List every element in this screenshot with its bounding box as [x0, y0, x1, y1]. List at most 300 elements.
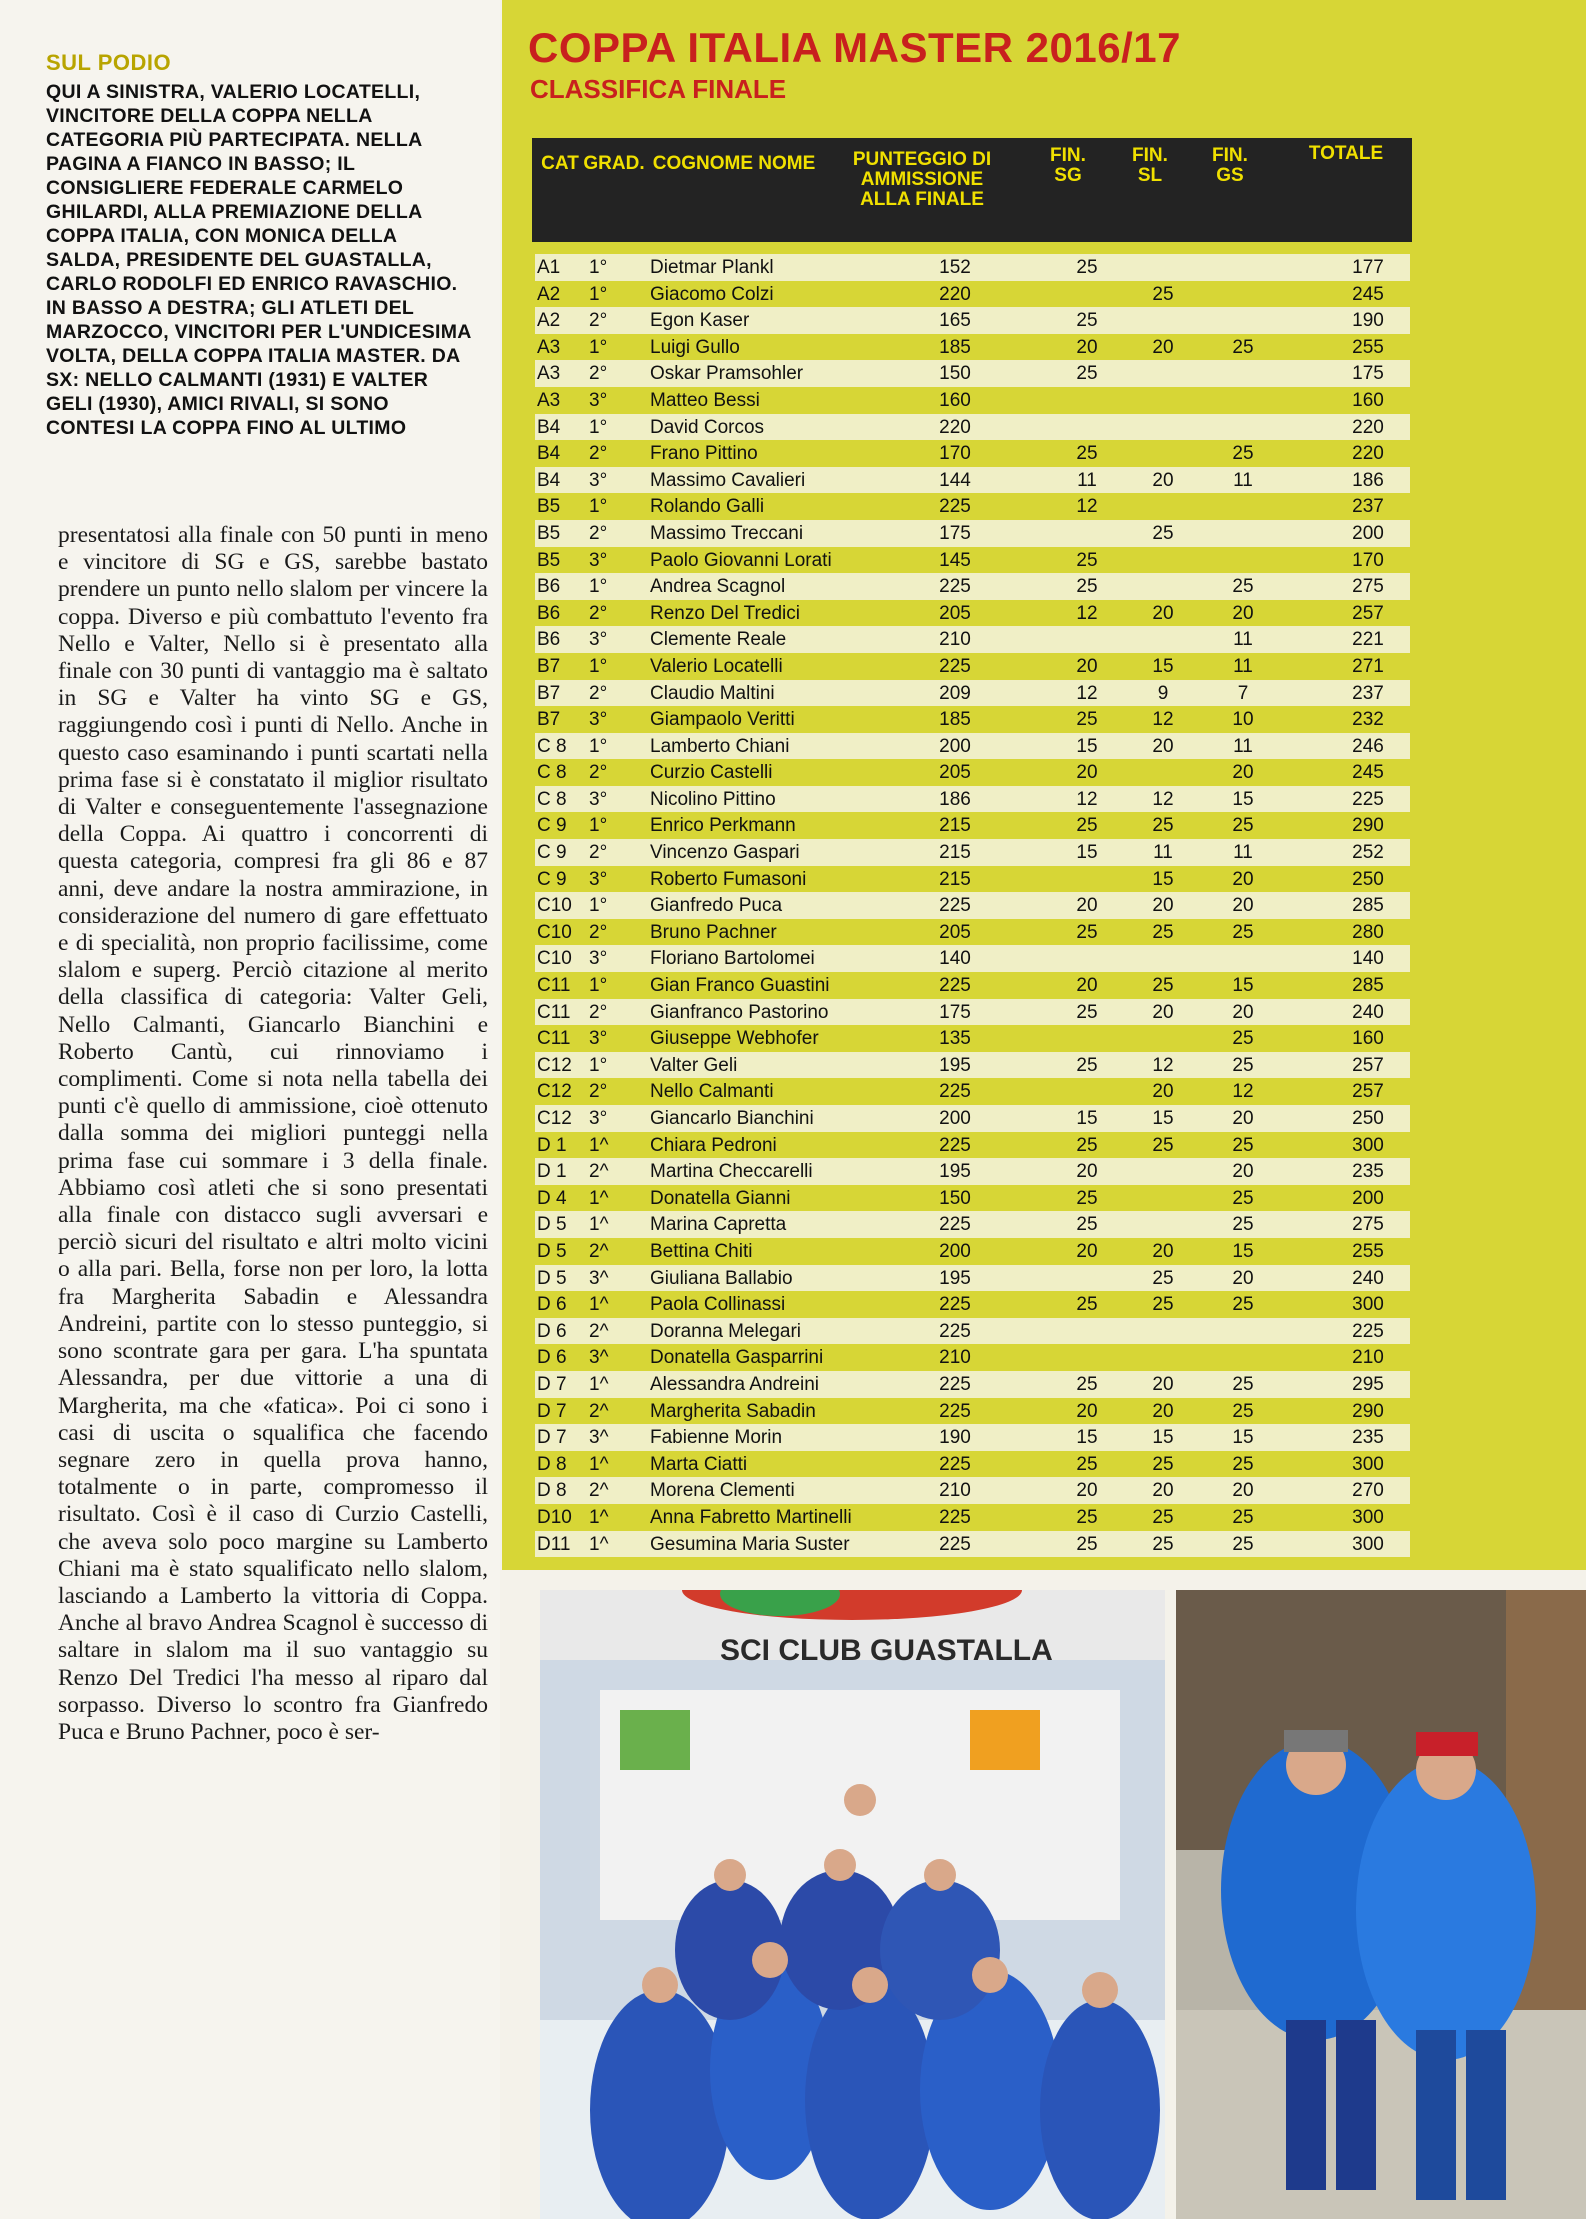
- cell-pa: 210: [939, 1480, 971, 1502]
- cell-grad: 1^: [589, 1134, 609, 1156]
- cell-sl: 25: [1152, 1267, 1174, 1289]
- table-row: [535, 733, 1410, 760]
- cell-name: Donatella Gasparrini: [650, 1347, 824, 1369]
- cell-cat: D10: [537, 1506, 572, 1528]
- cell-sl: 20: [1152, 1480, 1174, 1502]
- cell-sg: 25: [1076, 310, 1098, 332]
- cell-tot: 280: [1352, 921, 1384, 943]
- cell-sg: 25: [1076, 815, 1098, 837]
- cell-tot: 235: [1352, 1427, 1384, 1449]
- cell-sl: 15: [1152, 655, 1174, 677]
- cell-tot: 300: [1352, 1294, 1384, 1316]
- table-row: [535, 626, 1410, 653]
- cell-name: Anna Fabretto Martinelli: [650, 1506, 852, 1528]
- cell-sg: 25: [1076, 1453, 1098, 1475]
- cell-pa: 175: [939, 522, 971, 544]
- cell-name: Valter Geli: [650, 1054, 738, 1076]
- cell-tot: 175: [1352, 363, 1384, 385]
- cell-pa: 135: [939, 1028, 971, 1050]
- cell-sg: 15: [1076, 842, 1098, 864]
- cell-cat: D 7: [537, 1373, 567, 1395]
- photo-caption: [46, 50, 476, 440]
- table-row: [535, 1052, 1410, 1079]
- cell-cat: A3: [537, 389, 561, 411]
- cell-cat: D 1: [537, 1134, 567, 1156]
- cell-cat: C10: [537, 948, 572, 970]
- cell-grad: 2^: [589, 1320, 609, 1342]
- cell-name: Martina Checcarelli: [650, 1161, 813, 1183]
- cell-pa: 225: [939, 1400, 971, 1422]
- cell-name: Luigi Gullo: [650, 336, 740, 358]
- cell-cat: D 5: [537, 1214, 567, 1236]
- cell-name: Floriano Bartolomei: [650, 948, 815, 970]
- cell-gs: 25: [1232, 1373, 1254, 1395]
- cell-sg: 20: [1076, 1480, 1098, 1502]
- cell-tot: 170: [1352, 549, 1384, 571]
- table-row: [535, 387, 1410, 414]
- cell-gs: 25: [1232, 1214, 1254, 1236]
- cell-tot: 160: [1352, 389, 1384, 411]
- cell-cat: C11: [537, 975, 571, 997]
- cell-pa: 165: [939, 310, 971, 332]
- cell-grad: 3°: [589, 469, 608, 491]
- cell-cat: C 8: [537, 735, 567, 757]
- cell-grad: 1°: [589, 336, 608, 358]
- cell-tot: 190: [1352, 310, 1384, 332]
- header-name: COGNOME NOME: [652, 153, 816, 174]
- cell-grad: 1°: [589, 655, 608, 677]
- cell-gs: 20: [1232, 1267, 1254, 1289]
- cell-name: Alessandra Andreini: [650, 1373, 819, 1395]
- caption-kicker: SUL PODIO: [46, 50, 172, 75]
- table-row: [535, 1265, 1410, 1292]
- cell-sg: 15: [1076, 735, 1098, 757]
- cell-grad: 3^: [589, 1267, 609, 1289]
- cell-tot: 186: [1352, 469, 1384, 491]
- table-row: [535, 520, 1410, 547]
- cell-tot: 285: [1352, 975, 1384, 997]
- cell-gs: 20: [1232, 868, 1254, 890]
- table-row: [535, 1078, 1410, 1105]
- cell-tot: 240: [1352, 1267, 1384, 1289]
- cell-sl: 20: [1152, 1240, 1174, 1262]
- cell-pa: 195: [939, 1267, 971, 1289]
- cell-sg: 25: [1076, 1134, 1098, 1156]
- cell-pa: 225: [939, 655, 971, 677]
- cell-pa: 200: [939, 1240, 971, 1262]
- cell-grad: 3°: [589, 629, 608, 651]
- cell-tot: 235: [1352, 1161, 1384, 1183]
- cell-cat: C11: [537, 1028, 571, 1050]
- cell-sl: 12: [1152, 788, 1174, 810]
- cell-sl: 20: [1152, 1400, 1174, 1422]
- cell-sg: 25: [1076, 257, 1098, 278]
- cell-pa: 225: [939, 496, 971, 518]
- cell-tot: 275: [1352, 1214, 1384, 1236]
- header-grad: GRAD.: [583, 153, 645, 174]
- cell-cat: B7: [537, 682, 561, 704]
- cell-sg: 25: [1076, 549, 1098, 571]
- table-row: [535, 1291, 1410, 1318]
- cell-grad: 2°: [589, 522, 608, 544]
- cell-cat: D 6: [537, 1294, 567, 1316]
- cell-tot: 300: [1352, 1453, 1384, 1475]
- cell-cat: D 6: [537, 1320, 567, 1342]
- cell-cat: D 7: [537, 1427, 567, 1449]
- header-gs: FIN. GS: [1212, 145, 1248, 186]
- cell-grad: 1°: [589, 975, 608, 997]
- header-sg: FIN. SG: [1050, 145, 1086, 186]
- cell-name: Massimo Cavalieri: [650, 469, 806, 491]
- cell-gs: 7: [1237, 682, 1249, 704]
- cell-pa: 220: [939, 283, 971, 305]
- cell-pa: 225: [939, 1506, 971, 1528]
- table-row: [535, 812, 1410, 839]
- cell-name: Massimo Treccani: [650, 522, 804, 544]
- table-row: [535, 1424, 1410, 1451]
- cell-tot: 210: [1352, 1347, 1384, 1369]
- cell-sl: 25: [1152, 1533, 1174, 1555]
- cell-sg: 20: [1076, 762, 1098, 784]
- cell-grad: 1°: [589, 735, 608, 757]
- cell-sl: 15: [1152, 868, 1174, 890]
- cell-tot: 257: [1352, 1054, 1384, 1076]
- cell-pa: 145: [939, 549, 971, 571]
- cell-pa: 225: [939, 1320, 971, 1342]
- cell-sl: 20: [1152, 1001, 1174, 1023]
- cell-name: Egon Kaser: [650, 310, 750, 332]
- cell-cat: D 7: [537, 1400, 567, 1422]
- cell-sg: 25: [1076, 363, 1098, 385]
- cell-tot: 220: [1352, 416, 1384, 438]
- cell-tot: 250: [1352, 868, 1384, 890]
- cell-gs: 12: [1232, 1081, 1254, 1103]
- cell-tot: 257: [1352, 1081, 1384, 1103]
- cell-grad: 3°: [589, 389, 608, 411]
- cell-sl: 25: [1152, 1134, 1174, 1156]
- cell-sg: 25: [1076, 921, 1098, 943]
- cell-sg: 25: [1076, 576, 1098, 598]
- cell-sl: 20: [1152, 336, 1174, 358]
- cell-cat: A2: [537, 283, 561, 305]
- table-row: [535, 1531, 1410, 1558]
- cell-gs: 25: [1232, 443, 1254, 465]
- cell-cat: D 1: [537, 1161, 567, 1183]
- cell-sg: 25: [1076, 1506, 1098, 1528]
- cell-grad: 2^: [589, 1240, 609, 1262]
- cell-pa: 140: [939, 948, 971, 970]
- table-row: [535, 972, 1410, 999]
- cell-name: Nello Calmanti: [650, 1081, 774, 1103]
- cell-sg: 12: [1076, 788, 1098, 810]
- cell-grad: 1^: [589, 1533, 609, 1555]
- table-row: [535, 919, 1410, 946]
- cell-name: Doranna Melegari: [650, 1320, 802, 1342]
- cell-name: Claudio Maltini: [650, 682, 775, 704]
- cell-cat: B6: [537, 576, 561, 598]
- cell-name: Enrico Perkmann: [650, 815, 796, 837]
- cell-sl: 11: [1153, 842, 1173, 864]
- cell-cat: C12: [537, 1081, 572, 1103]
- table-row: [535, 866, 1410, 893]
- cell-cat: C 9: [537, 868, 567, 890]
- cell-pa: 225: [939, 895, 971, 917]
- cell-grad: 3°: [589, 868, 608, 890]
- cell-name: Fabienne Morin: [650, 1427, 783, 1449]
- table-row: [535, 281, 1410, 308]
- cell-gs: 25: [1232, 1400, 1254, 1422]
- table-row: [535, 1451, 1410, 1478]
- cell-tot: 250: [1352, 1108, 1384, 1129]
- cell-cat: A3: [537, 336, 561, 358]
- cell-gs: 11: [1233, 842, 1253, 864]
- cell-tot: 140: [1352, 948, 1384, 970]
- table-row: [535, 759, 1410, 786]
- table-row: [535, 414, 1410, 441]
- cell-grad: 3^: [589, 1347, 609, 1369]
- cell-cat: D 5: [537, 1240, 567, 1262]
- cell-cat: B5: [537, 522, 561, 544]
- team-photo: [540, 1590, 1165, 2219]
- cell-pa: 205: [939, 762, 971, 784]
- cell-gs: 25: [1232, 1187, 1254, 1209]
- cell-tot: 177: [1352, 257, 1384, 278]
- table-row: [535, 839, 1410, 866]
- cell-grad: 1^: [589, 1506, 609, 1528]
- cell-grad: 2°: [589, 363, 608, 385]
- cell-cat: D 5: [537, 1267, 567, 1289]
- cell-name: Chiara Pedroni: [650, 1134, 777, 1156]
- cell-gs: 20: [1232, 762, 1254, 784]
- cell-gs: 25: [1232, 576, 1254, 598]
- table-row: [535, 1105, 1410, 1132]
- cell-tot: 275: [1352, 576, 1384, 598]
- cell-grad: 3°: [589, 709, 608, 731]
- cell-grad: 2^: [589, 1400, 609, 1422]
- table-row: [535, 440, 1410, 467]
- cell-sl: 9: [1157, 682, 1169, 704]
- cell-pa: 225: [939, 1373, 971, 1395]
- cell-cat: B4: [537, 469, 561, 491]
- table-row: [535, 1318, 1410, 1345]
- cell-name: Giuliana Ballabio: [650, 1267, 793, 1289]
- cell-name: Roberto Fumasoni: [650, 868, 807, 890]
- cell-tot: 220: [1352, 443, 1384, 465]
- cell-name: Matteo Bessi: [650, 389, 760, 411]
- header-totale: TOTALE: [1308, 143, 1384, 164]
- cell-pa: 220: [939, 416, 971, 438]
- cell-tot: 255: [1352, 336, 1384, 358]
- table-row: [535, 600, 1410, 627]
- cell-grad: 1^: [589, 1294, 609, 1316]
- cell-name: Oskar Pramsohler: [650, 363, 804, 385]
- cell-grad: 3°: [589, 948, 608, 970]
- cell-gs: 25: [1232, 1028, 1254, 1050]
- cell-pa: 205: [939, 921, 971, 943]
- cell-sg: 12: [1076, 496, 1098, 518]
- cell-gs: 25: [1232, 1054, 1254, 1076]
- cell-grad: 1^: [589, 1373, 609, 1395]
- photo-banner: SCI CLUB GUASTALLA: [720, 1634, 1053, 1667]
- cell-pa: 150: [939, 363, 971, 385]
- header-cat: CAT: [541, 153, 579, 174]
- cell-name: Curzio Castelli: [650, 762, 773, 784]
- cell-tot: 271: [1352, 655, 1384, 677]
- cell-cat: B4: [537, 443, 561, 465]
- cell-pa: 215: [939, 842, 971, 864]
- cell-cat: B7: [537, 655, 561, 677]
- cell-pa: 160: [939, 389, 971, 411]
- cell-tot: 285: [1352, 895, 1384, 917]
- cell-cat: C 8: [537, 788, 567, 810]
- cell-name: David Corcos: [650, 416, 765, 438]
- cell-sg: 20: [1076, 655, 1098, 677]
- cell-gs: 20: [1232, 1161, 1254, 1183]
- table-row: [535, 1477, 1410, 1504]
- cell-tot: 270: [1352, 1480, 1384, 1502]
- cell-name: Lamberto Chiani: [650, 735, 790, 757]
- cell-name: Gian Franco Guastini: [650, 975, 830, 997]
- cell-pa: 210: [939, 1347, 971, 1369]
- cell-gs: 25: [1232, 1533, 1254, 1555]
- cell-tot: 245: [1352, 762, 1384, 784]
- cell-cat: B7: [537, 709, 561, 731]
- table-row: [535, 493, 1410, 520]
- cell-name: Renzo Del Tredici: [650, 602, 800, 624]
- cell-pa: 209: [939, 682, 971, 704]
- results-table: [535, 254, 1410, 1557]
- cell-name: Giancarlo Bianchini: [650, 1108, 814, 1129]
- cell-pa: 205: [939, 602, 971, 624]
- cell-grad: 1^: [589, 1214, 609, 1236]
- cell-sl: 25: [1152, 1453, 1174, 1475]
- cell-name: Giacomo Colzi: [650, 283, 774, 305]
- table-row: [535, 786, 1410, 813]
- cell-gs: 25: [1232, 921, 1254, 943]
- cell-sg: 20: [1076, 336, 1098, 358]
- cell-pa: 152: [939, 257, 971, 278]
- table-row: [535, 945, 1410, 972]
- cell-name: Clemente Reale: [650, 629, 787, 651]
- cell-sg: 20: [1076, 1240, 1098, 1262]
- cell-pa: 190: [939, 1427, 971, 1449]
- cell-name: Rolando Galli: [650, 496, 765, 518]
- cell-cat: C12: [537, 1108, 572, 1129]
- cell-tot: 290: [1352, 815, 1384, 837]
- cell-grad: 2^: [589, 1480, 609, 1502]
- cell-sl: 25: [1152, 522, 1174, 544]
- table-row: [535, 1504, 1410, 1531]
- cell-sg: 25: [1076, 709, 1098, 731]
- table-row: [535, 307, 1410, 334]
- cell-gs: 11: [1233, 735, 1253, 757]
- table-header: [532, 138, 1412, 242]
- table-row: [535, 467, 1410, 494]
- cell-tot: 237: [1352, 682, 1384, 704]
- table-row: [535, 706, 1410, 733]
- cell-cat: D 8: [537, 1453, 567, 1475]
- cell-sl: 12: [1152, 709, 1174, 731]
- cell-sl: 25: [1152, 1506, 1174, 1528]
- cell-name: Margherita Sabadin: [650, 1400, 816, 1422]
- table-row: [535, 1158, 1410, 1185]
- cell-sl: 20: [1152, 1081, 1174, 1103]
- cell-cat: B6: [537, 629, 561, 651]
- cell-tot: 300: [1352, 1506, 1384, 1528]
- caption-text: QUI A SINISTRA, VALERIO LOCATELLI, VINCITORE DELLA COPPA NELLA CATEGORIA PIÙ PARTECIPATA. NELLA PAGINA A FIANCO IN BASSO; IL CONSIGLIERE FEDERALE CARMELO GHILARDI, ALLA PREMIAZIONE DELLA COPPA ITALIA, CON MONICA DELLA SALDA, PRESIDENTE DEL GUASTALLA, CARLO RODOLFI ED ENRICO RAVASCHIO. IN BASSO A DESTRA; GLI ATLETI DEL MARZOCCO, VINCITORI PER L'UNDICESIMA VOLTA, DELLA COPPA ITALIA MASTER. DA SX: NELLO CALMANTI (1931) E VALTER GELI (1930), AMICI RIVALI, SI SONO CONTESI LA COPPA FINO AL ULTIMO: [46, 81, 471, 439]
- cell-cat: A1: [537, 257, 561, 278]
- cell-tot: 200: [1352, 1187, 1384, 1209]
- cell-grad: 2°: [589, 921, 608, 943]
- cell-tot: 200: [1352, 522, 1384, 544]
- cell-name: Gesumina Maria Suster: [650, 1533, 850, 1555]
- cell-sg: 12: [1076, 602, 1098, 624]
- cell-grad: 2^: [589, 1161, 609, 1183]
- cell-name: Vincenzo Gaspari: [650, 842, 800, 864]
- cell-sg: 25: [1076, 1373, 1098, 1395]
- cell-sl: 25: [1152, 283, 1174, 305]
- cell-pa: 185: [939, 336, 971, 358]
- cell-pa: 225: [939, 1134, 971, 1156]
- table-row: [535, 547, 1410, 574]
- cell-sl: 20: [1152, 469, 1174, 491]
- cell-pa: 225: [939, 1214, 971, 1236]
- cell-pa: 200: [939, 735, 971, 757]
- cell-sl: 20: [1152, 895, 1174, 917]
- header-sl: FIN. SL: [1132, 145, 1168, 186]
- table-title: COPPA ITALIA MASTER 2016/17: [528, 24, 1181, 71]
- cell-sg: 11: [1077, 469, 1097, 491]
- cell-pa: 195: [939, 1161, 971, 1183]
- cell-tot: 232: [1352, 709, 1384, 731]
- cell-name: Bettina Chiti: [650, 1240, 753, 1262]
- table-row: [535, 573, 1410, 600]
- cell-pa: 215: [939, 868, 971, 890]
- cell-name: Giuseppe Webhofer: [650, 1028, 819, 1050]
- cell-name: Andrea Scagnol: [650, 576, 786, 598]
- cell-cat: D11: [537, 1533, 571, 1555]
- cell-tot: 257: [1352, 602, 1384, 624]
- cell-grad: 1^: [589, 1453, 609, 1475]
- cell-grad: 1°: [589, 576, 608, 598]
- cell-cat: D 4: [537, 1187, 567, 1209]
- table-row: [535, 892, 1410, 919]
- table-row: [535, 1132, 1410, 1159]
- cell-gs: 20: [1232, 1001, 1254, 1023]
- cell-grad: 3°: [589, 1108, 608, 1129]
- cell-grad: 1°: [589, 496, 608, 518]
- table-row: [535, 334, 1410, 361]
- cell-sl: 12: [1152, 1054, 1174, 1076]
- table-row: [535, 1185, 1410, 1212]
- cell-tot: 290: [1352, 1400, 1384, 1422]
- cell-sg: 20: [1076, 975, 1098, 997]
- cell-grad: 1°: [589, 257, 608, 278]
- cell-sg: 20: [1076, 895, 1098, 917]
- cell-name: Marina Capretta: [650, 1214, 787, 1236]
- table-row: [535, 1398, 1410, 1425]
- cell-gs: 11: [1233, 469, 1253, 491]
- table-row: [535, 1025, 1410, 1052]
- cell-cat: B5: [537, 496, 561, 518]
- table-row: [535, 1238, 1410, 1265]
- cell-sg: 25: [1076, 1001, 1098, 1023]
- cell-name: Paola Collinassi: [650, 1294, 786, 1316]
- cell-pa: 170: [939, 443, 971, 465]
- cell-name: Frano Pittino: [650, 443, 758, 465]
- table-row: [535, 254, 1410, 281]
- cell-grad: 1°: [589, 815, 608, 837]
